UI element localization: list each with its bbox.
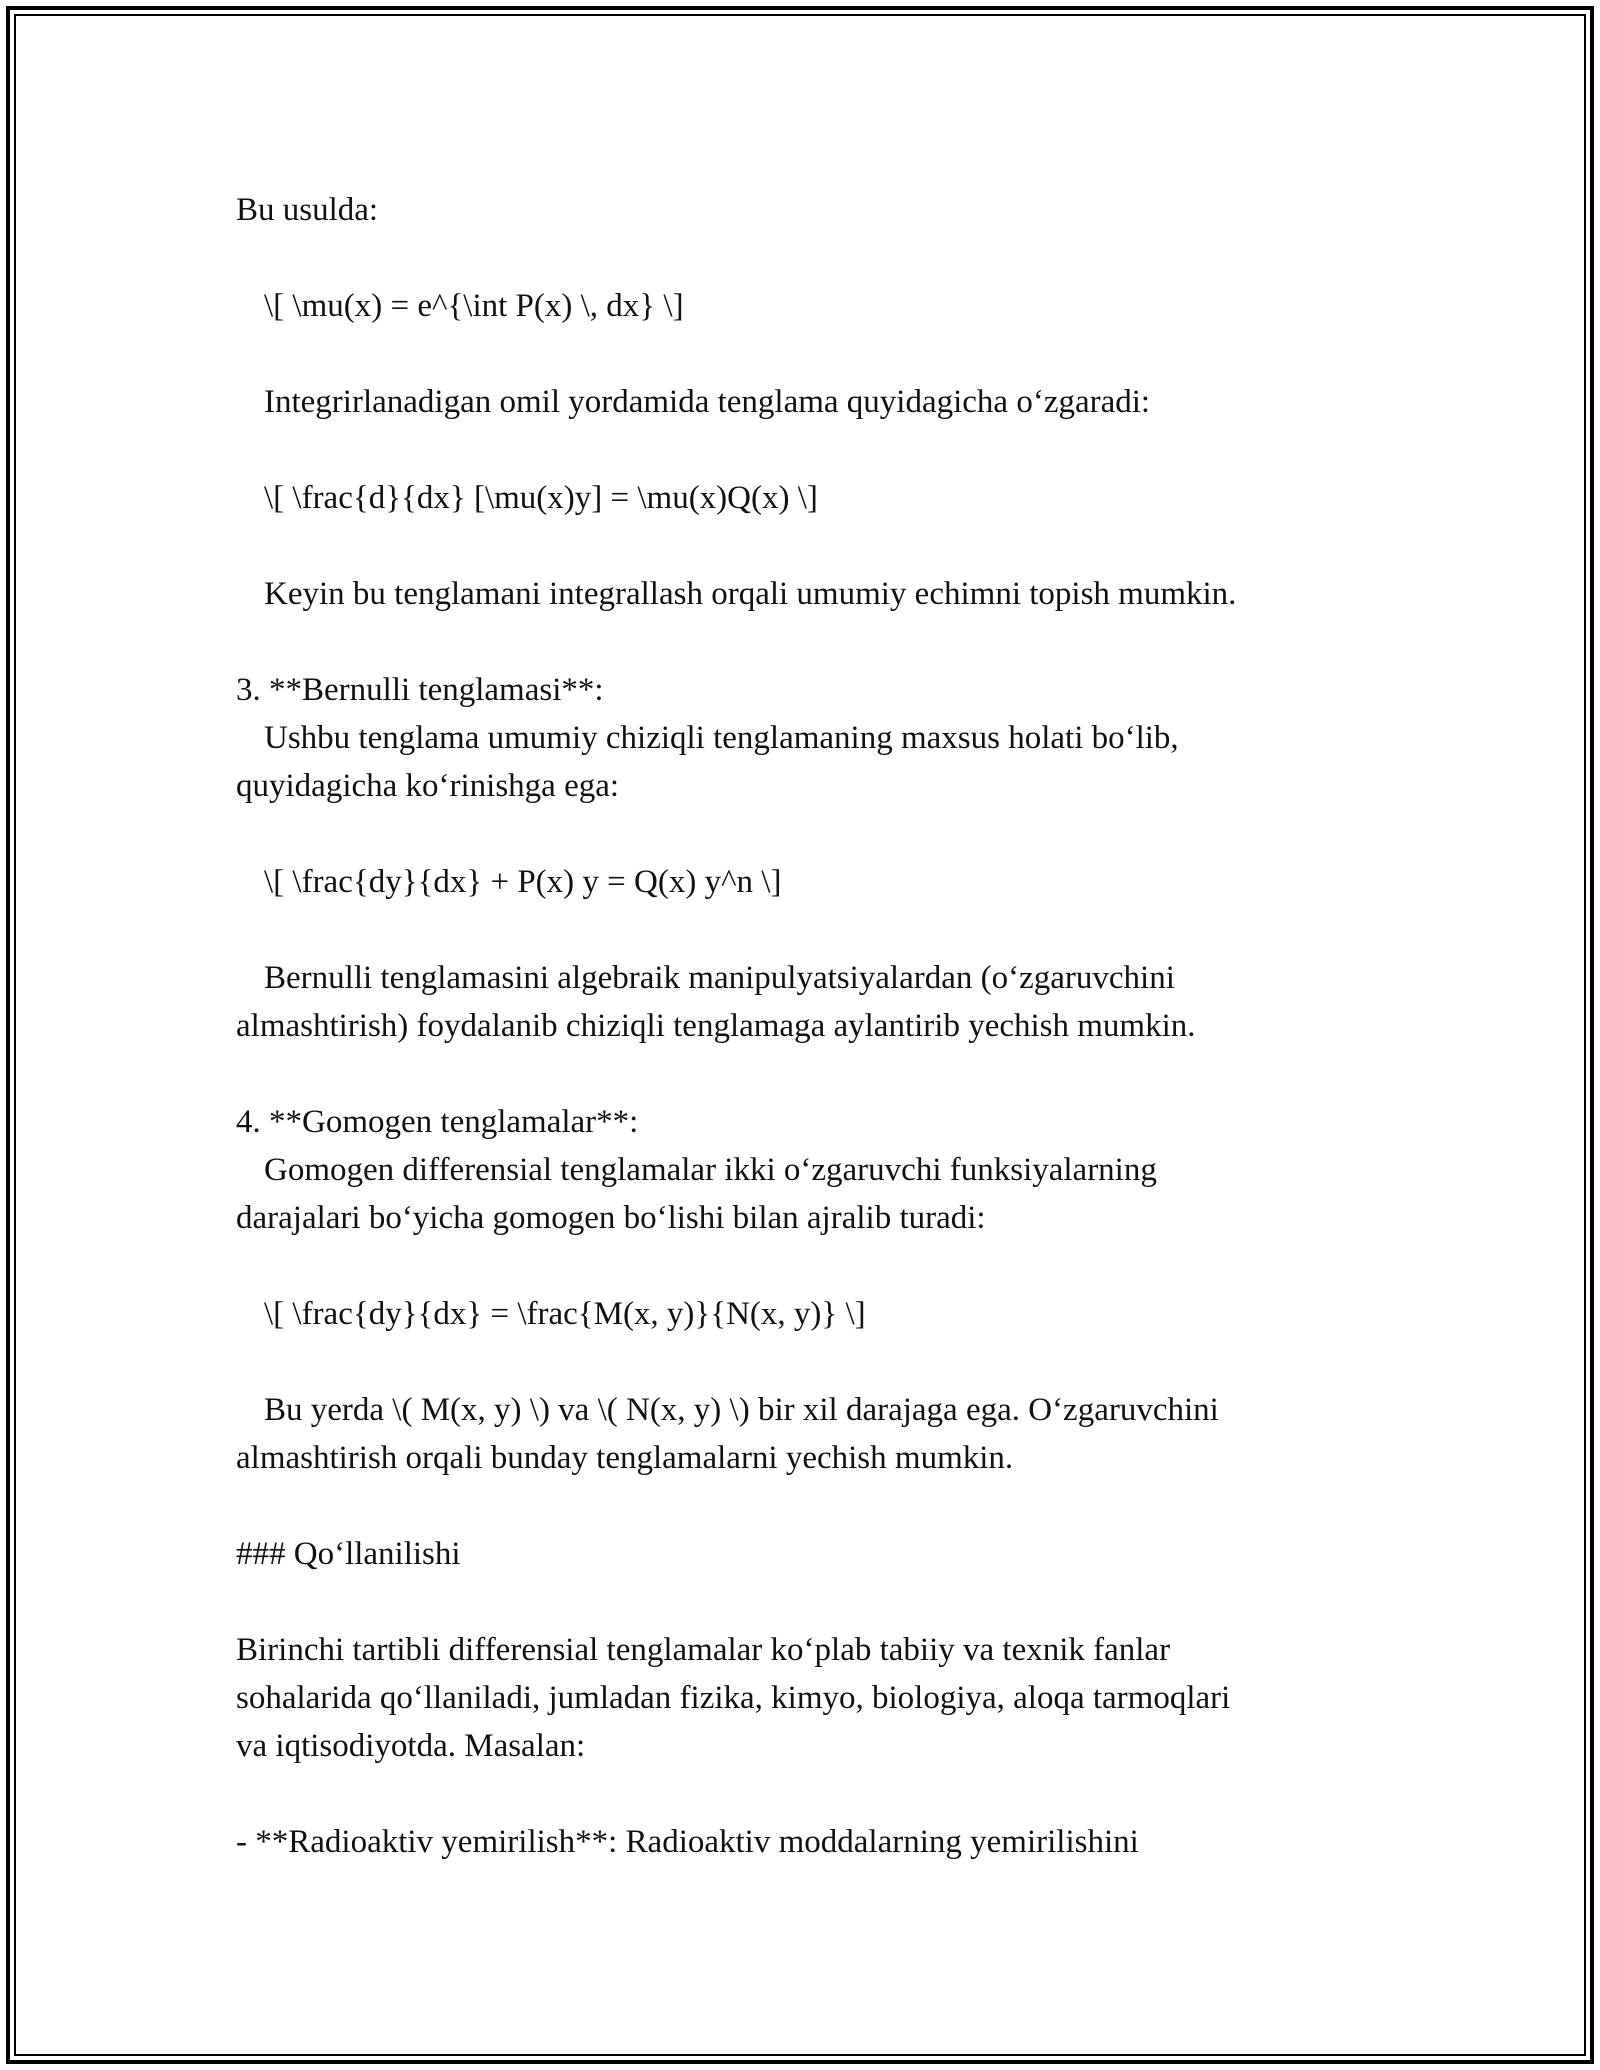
text-line: Bernulli tenglamasini algebraik manipulyatsiyalardan (o‘zgaruvchini — [264, 960, 1175, 996]
blank-line — [236, 906, 1376, 954]
document-body — [236, 186, 1376, 1866]
text-line: sohalarida qo‘llaniladi, jumladan fizika, kimyo, biologiya, aloqa tarmoqlari — [236, 1680, 1231, 1716]
text-line: almashtirish) foydalanib chiziqli tenglamaga aylantirib yechish mumkin. — [236, 1008, 1196, 1044]
text-line: Bu yerda \( M(x, y) \) va \( N(x, y) \) bir xil darajaga ega. O‘zgaruvchini — [264, 1392, 1219, 1428]
text-line: \[ \frac{dy}{dx} + P(x) y = Q(x) y^n \] — [264, 864, 782, 900]
blank-line — [236, 1578, 1376, 1626]
blank-line — [236, 1338, 1376, 1386]
text-line: \[ \mu(x) = e^{\int P(x) \, dx} \] — [264, 288, 684, 324]
text-line: Birinchi tartibli differensial tenglamalar ko‘plab tabiiy va texnik fanlar — [236, 1632, 1171, 1668]
text-line: Bu usulda: — [236, 192, 379, 228]
text-line: Keyin bu tenglamani integrallash orqali umumiy echimni topish mumkin. — [264, 576, 1237, 612]
text-line: almashtirish orqali bunday tenglamalarni yechish mumkin. — [236, 1440, 1014, 1476]
text-line: darajalari bo‘yicha gomogen bo‘lishi bilan ajralib turadi: — [236, 1200, 986, 1236]
blank-line — [236, 234, 1376, 282]
text-line: \[ \frac{dy}{dx} = \frac{M(x, y)}{N(x, y)} \] — [264, 1296, 866, 1332]
blank-line — [236, 426, 1376, 474]
text-line: - **Radioaktiv yemirilish**: Radioaktiv moddalarning yemirilishini — [236, 1824, 1139, 1860]
text-line: Ushbu tenglama umumiy chiziqli tenglamaning maxsus holati bo‘lib, — [264, 720, 1179, 756]
blank-line — [236, 1482, 1376, 1530]
text-line: quyidagicha ko‘rinishga ega: — [236, 768, 620, 804]
text-line: \[ \frac{d}{dx} [\mu(x)y] = \mu(x)Q(x) \] — [264, 480, 818, 516]
blank-line — [236, 1242, 1376, 1290]
blank-line — [236, 1050, 1376, 1098]
blank-line — [236, 618, 1376, 666]
text-line: 3. **Bernulli tenglamasi**: — [236, 672, 604, 708]
text-line: Integrirlanadigan omil yordamida tenglama quyidagicha o‘zgaradi: — [264, 384, 1151, 420]
text-line: va iqtisodiyotda. Masalan: — [236, 1728, 586, 1764]
blank-line — [236, 810, 1376, 858]
text-line: Gomogen differensial tenglamalar ikki o‘zgaruvchi funksiyalarning — [264, 1152, 1157, 1188]
blank-line — [236, 522, 1376, 570]
text-line: ### Qo‘llanilishi — [236, 1536, 461, 1572]
blank-line — [236, 1770, 1376, 1818]
text-line: 4. **Gomogen tenglamalar**: — [236, 1104, 639, 1140]
blank-line — [236, 330, 1376, 378]
